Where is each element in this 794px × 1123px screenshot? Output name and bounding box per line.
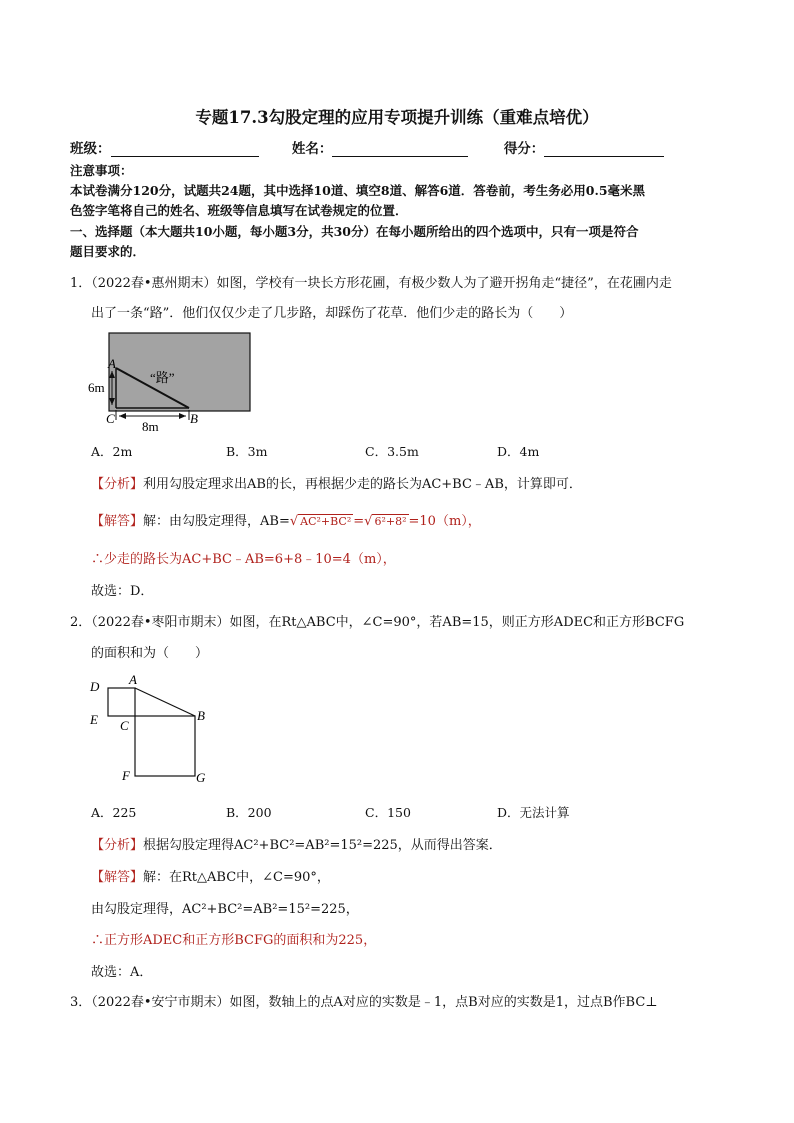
q1-option-a[interactable]: A．2m (91, 444, 133, 459)
name-blank[interactable] (332, 142, 468, 157)
q1-option-d[interactable]: D．4m (497, 444, 540, 459)
q2-solution-tag: 【解答】 (91, 870, 144, 885)
q1-figure (84, 328, 259, 434)
q1-analysis-tag: 【分析】 (91, 477, 144, 492)
notice-line-1: 本试卷满分120分，试题共24题，其中选择10道、填空8道、解答6道．答卷前，考生务必用0.5毫米黑 (70, 183, 646, 198)
q2-stem-line-2: 的面积和为（ ） (91, 646, 209, 661)
q1-solution-line-2: ∴少走的路长为AC+BC﹣AB=6+8﹣10=4（m）， (91, 552, 396, 567)
q1-answer: 故选：D． (91, 584, 154, 599)
section1-line-1: 一、选择题（本大题共10小题，每小题3分，共30分）在每小题所给出的四个选项中，只有一项是符合 (70, 224, 639, 239)
name-label: 姓名： (291, 141, 333, 157)
q1-solution-eq: = (353, 514, 365, 529)
q2-solution-3: ∴正方形ADEC和正方形BCFG的面积和为225， (91, 933, 377, 948)
q1-option-b[interactable]: B．3m (226, 444, 268, 459)
q2-label-b: B (197, 708, 205, 723)
q2-figure (86, 672, 216, 790)
q2-option-a[interactable]: A．225 (91, 805, 137, 820)
class-label: 班级： (70, 141, 111, 157)
class-blank[interactable] (111, 142, 259, 157)
q2-label-d: D (90, 679, 100, 694)
q2-solution (91, 866, 330, 885)
q2-label-f: F (122, 768, 130, 783)
q1-label-c: C (106, 411, 115, 426)
q2-option-b[interactable]: B．200 (226, 805, 272, 820)
header-fields (70, 137, 664, 157)
q2-analysis-text: 根据勾股定理得AC²+BC²=AB²=15²=225，从而得出答案． (143, 838, 502, 853)
score-label: 得分： (503, 141, 545, 157)
q2-label-a: A (129, 672, 137, 687)
score-blank[interactable] (544, 142, 664, 157)
q3-stem-line-1: 3．（2022春•安宁市期末）如图，数轴上的点A对应的实数是﹣1，点B对应的实数是1，过点B作BC⊥ (70, 995, 658, 1010)
hypotenuse-ab (135, 688, 195, 716)
q1-sqrt-1: AC²+BC² (300, 515, 352, 528)
page-title: 专题17.3勾股定理的应用专项提升训练（重难点培优） (195, 108, 599, 127)
q1-label-a: A (108, 356, 116, 371)
q2-analysis (91, 834, 502, 853)
q1-solution-pre: 解：由勾股定理得，AB= (143, 514, 290, 529)
q1-stem-line-1: 1．（2022春•惠州期末）如图，学校有一块长方形花圃，有极少数人为了避开拐角走“捷径”，在花圃内走 (70, 276, 672, 291)
q1-label-b: B (190, 411, 198, 426)
q2-solution-1: 解：在Rt△ABC中，∠C=90°， (143, 870, 330, 885)
notice-heading: 注意事项： (70, 163, 133, 178)
q1-solution: 【解答】解：由勾股定理得，AB=√ AC²+BC² =√ 6²+8² =10（m）， (91, 514, 481, 529)
q2-analysis-tag: 【分析】 (91, 838, 144, 853)
q1-solution-tag: 【解答】 (91, 514, 144, 529)
section1-line-2: 题目要求的． (70, 244, 146, 259)
q2-option-d[interactable]: D．无法计算 (497, 805, 570, 820)
q1-sqrt-2: 6²+8² (374, 515, 407, 528)
garden-rect (109, 333, 250, 411)
q1-label-base: 8m (142, 419, 159, 434)
q1-label-road: “路” (150, 370, 175, 385)
q2-stem-line-1: 2．（2022春•枣阳市期末）如图，在Rt△ABC中，∠C=90°，若AB=15，则正方形ADEC和正方形BCFG (70, 615, 685, 630)
q1-stem-line-2: 出了一条“路”．他们仅仅少走了几步路，却踩伤了花草．他们少走的路长为（ ） (91, 306, 573, 321)
q2-label-c: C (120, 718, 129, 733)
notice-line-2: 色签字笔将自己的姓名、班级等信息填写在试卷规定的位置． (70, 203, 408, 218)
q1-analysis (91, 473, 582, 492)
square-adec (108, 688, 135, 716)
q2-label-g: G (196, 770, 206, 785)
q2-solution-2: 由勾股定理得，AC²+BC²=AB²=15²=225， (91, 902, 359, 917)
q1-solution-post: =10（m）， (408, 514, 481, 529)
q2-answer: 故选：A． (91, 965, 153, 980)
q1-option-c[interactable]: C．3.5m (365, 444, 419, 459)
q2-label-e: E (90, 712, 98, 727)
q1-label-side: 6m (88, 380, 105, 395)
square-bcfg (135, 716, 195, 776)
q2-option-c[interactable]: C．150 (365, 805, 411, 820)
q1-analysis-text: 利用勾股定理求出AB的长，再根据少走的路长为AC+BC﹣AB，计算即可． (143, 477, 582, 492)
